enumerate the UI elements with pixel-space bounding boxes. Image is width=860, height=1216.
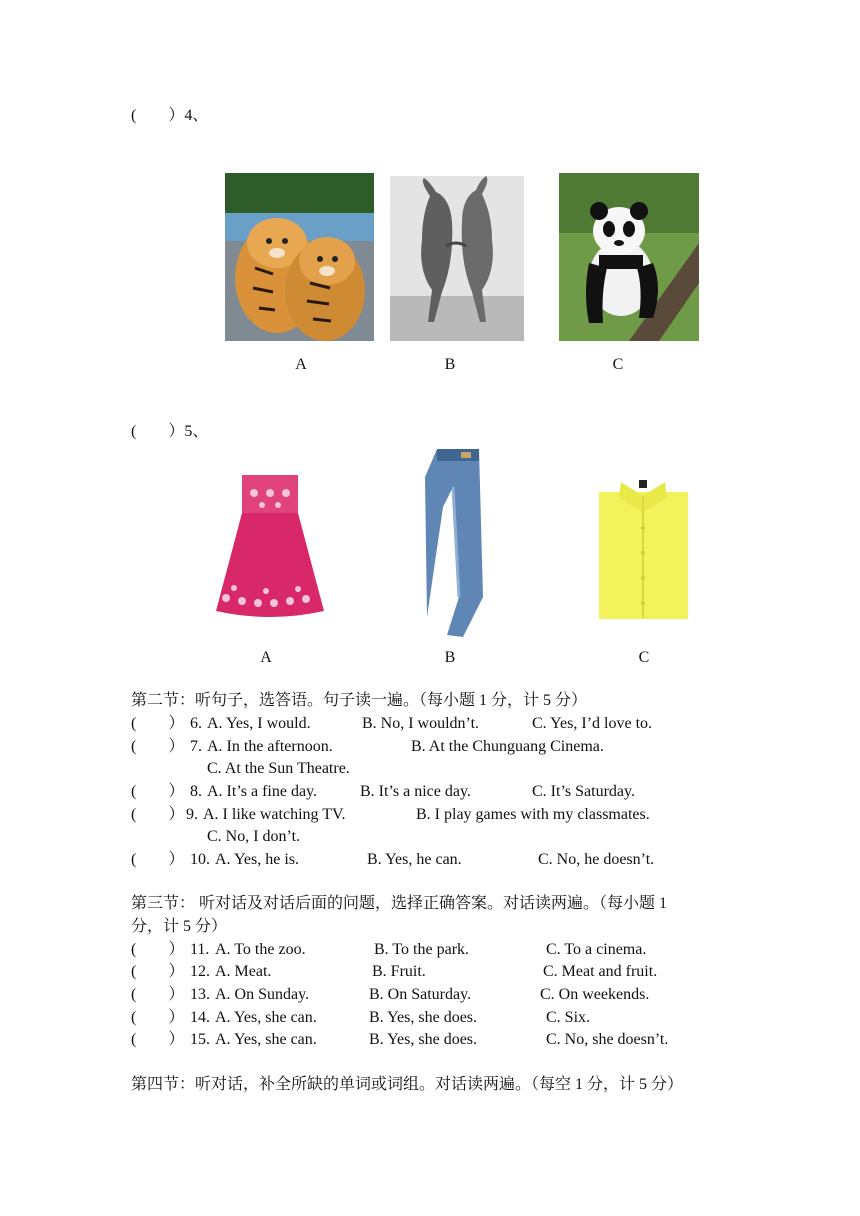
option-c: C. Meat and fruit.	[543, 963, 658, 980]
option-b: B. At the Chunguang Cinema.	[411, 738, 604, 755]
question-number: 12.	[190, 963, 210, 980]
answer-paren: ( ）	[131, 715, 185, 732]
option-b: B. Yes, she does.	[369, 1009, 478, 1026]
kangaroos-image	[390, 176, 524, 341]
option-b: B. Yes, he can.	[367, 851, 462, 868]
option-label-5a: A	[260, 649, 272, 666]
option-label-5b: B	[444, 649, 456, 666]
section-4-heading: 第四节：听对话，补全所缺的单词或词组。对话读两遍。（每空 1 分，计 5 分）	[131, 1076, 684, 1093]
option-a: A. It’s a fine day.	[207, 783, 318, 800]
option-b: B. On Saturday.	[369, 986, 472, 1003]
option-label-4a: A	[295, 356, 307, 373]
option-a: A. To the zoo.	[215, 941, 306, 958]
option-c: C. No, he doesn’t.	[538, 851, 655, 868]
answer-paren: ( ）	[131, 1009, 185, 1026]
question-number: 6.	[190, 715, 202, 732]
jeans-image	[423, 447, 486, 639]
question-number: 8.	[190, 783, 202, 800]
option-c: C. To a cinema.	[546, 941, 647, 958]
option-label-5c: C	[638, 649, 650, 666]
question-number: 11.	[190, 941, 210, 958]
tiger-cubs-image	[225, 173, 374, 341]
section-3-heading-line2: 分，计 5 分）	[131, 918, 228, 935]
option-c: C. No, she doesn’t.	[546, 1031, 669, 1048]
pink-skirt-image	[214, 473, 326, 623]
option-c: C. Six.	[546, 1009, 591, 1026]
section-3-heading-line1: 第三节： 听对话及对话后面的问题，选择正确答案。对话读两遍。（每小题 1	[131, 895, 668, 912]
option-b: B. Fruit.	[372, 963, 426, 980]
question-4-label: ( ）4、	[131, 107, 209, 124]
option-a: A. Meat.	[215, 963, 272, 980]
question-number: 15.	[190, 1031, 210, 1048]
option-label-4b: B	[444, 356, 456, 373]
option-b: B. No, I wouldn’t.	[362, 715, 480, 732]
option-a: A. Yes, she can.	[215, 1031, 317, 1048]
yellow-shirt-image	[597, 478, 690, 621]
question-number: 9.	[186, 806, 198, 823]
option-a: A. In the afternoon.	[207, 738, 333, 755]
option-a: A. Yes, I would.	[207, 715, 311, 732]
answer-paren: ( ）	[131, 851, 185, 868]
panda-image	[559, 173, 699, 341]
option-b: B. I play games with my classmates.	[416, 806, 650, 823]
question-number: 7.	[190, 738, 202, 755]
section-2-heading: 第二节：听句子，选答语。句子读一遍。（每小题 1 分，计 5 分）	[131, 692, 588, 709]
answer-paren: ( ）	[131, 986, 185, 1003]
question-5-label: ( ）5、	[131, 423, 209, 440]
option-label-4c: C	[612, 356, 624, 373]
answer-paren: ( ）	[131, 806, 185, 823]
option-c: C. No, I don’t.	[207, 828, 301, 845]
option-a: A. Yes, she can.	[215, 1009, 317, 1026]
answer-paren: ( ）	[131, 1031, 185, 1048]
option-b: B. It’s a nice day.	[360, 783, 471, 800]
option-b: B. Yes, she does.	[369, 1031, 478, 1048]
option-c: C. It’s Saturday.	[532, 783, 635, 800]
option-a: A. Yes, he is.	[215, 851, 300, 868]
option-c: C. On weekends.	[540, 986, 650, 1003]
option-a: A. On Sunday.	[215, 986, 310, 1003]
option-a: A. I like watching TV.	[203, 806, 346, 823]
question-number: 10.	[190, 851, 210, 868]
answer-paren: ( ）	[131, 783, 185, 800]
option-b: B. To the park.	[374, 941, 470, 958]
answer-paren: ( ）	[131, 963, 185, 980]
answer-paren: ( ）	[131, 941, 185, 958]
option-c: C. At the Sun Theatre.	[207, 760, 350, 777]
option-c: C. Yes, I’d love to.	[532, 715, 653, 732]
question-number: 14.	[190, 1009, 210, 1026]
answer-paren: ( ）	[131, 738, 185, 755]
question-number: 13.	[190, 986, 210, 1003]
